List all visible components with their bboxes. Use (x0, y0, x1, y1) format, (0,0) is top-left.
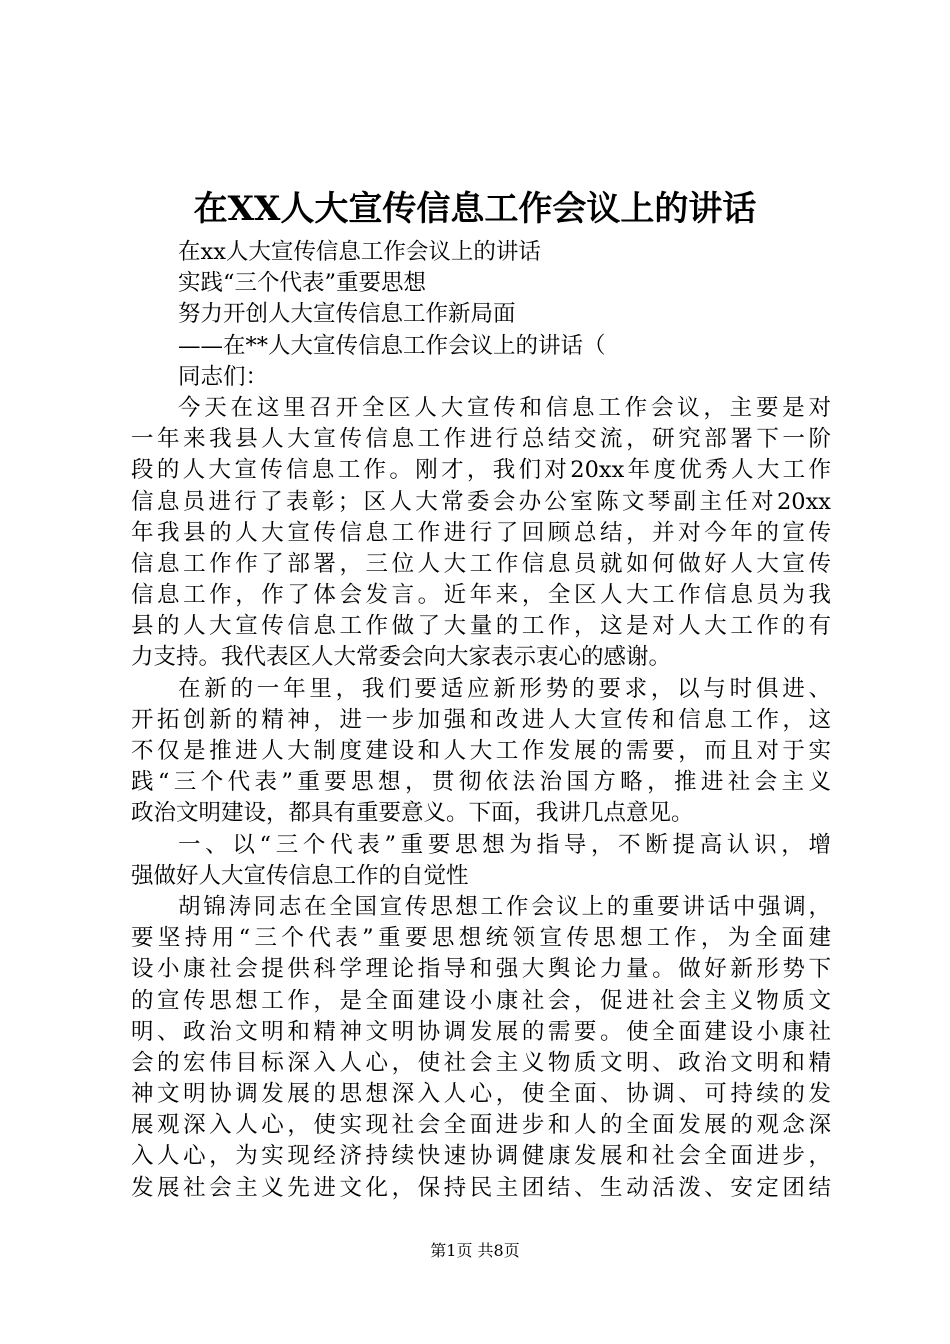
paragraph-line: 县的人大宣传信息工作做了大量的工作，这是对人大工作的有 (131, 613, 831, 640)
section-heading-line: 强做好人大宣传信息工作的自觉性 (131, 862, 469, 889)
paragraph-line: 信息工作，作了体会发言。近年来，全区人大工作信息员为我 (131, 582, 831, 609)
paragraph-line: 胡锦涛同志在全国宣传思想工作会议上的重要讲话中强调， (178, 893, 831, 920)
paragraph-line: 要坚持用“三个代表”重要思想统领宣传思想工作，为全面建 (131, 925, 831, 952)
document-title: 在XX人大宣传信息工作会议上的讲话 (193, 189, 757, 229)
paragraph-line: 的宣传思想工作，是全面建设小康社会，促进社会主义物质文 (131, 987, 831, 1014)
paragraph-line: 入人心，为实现经济持续快速协调健康发展和社会全面进步， (131, 1143, 831, 1170)
subtitle-line: 努力开创人大宣传信息工作新局面 (178, 301, 516, 328)
subtitle-line: ——在**人大宣传信息工作会议上的讲话（ (178, 332, 606, 359)
paragraph-line: 一年来我县人大宣传信息工作进行总结交流，研究部署下一阶 (131, 426, 831, 453)
paragraph-line: 发展社会主义先进文化，保持民主团结、生动活泼、安定团结 (131, 1174, 831, 1201)
paragraph-line: 政治文明建设，都具有重要意义。下面，我讲几点意见。 (131, 800, 694, 827)
section-heading-line: 一、以“三个代表”重要思想为指导，不断提高认识，增 (178, 831, 831, 858)
paragraph-line: 设小康社会提供科学理论指导和强大舆论力量。做好新形势下 (131, 956, 831, 983)
document-body (131, 237, 831, 1204)
paragraph-line: 开拓创新的精神，进一步加强和改进人大宣传和信息工作，这 (131, 706, 831, 733)
paragraph-line: 神文明协调发展的思想深入人心，使全面、协调、可持续的发 (131, 1081, 831, 1108)
paragraph-line: 信息工作作了部署，三位人大工作信息员就如何做好人大宣传 (131, 550, 831, 577)
paragraph-line: 力支持。我代表区人大常委会向大家表示衷心的感谢。 (131, 644, 672, 671)
paragraph-line: 会的宏伟目标深入人心，使社会主义物质文明、政治文明和精 (131, 1049, 831, 1076)
paragraph-line: 不仅是推进人大制度建设和人大工作发展的需要，而且对于实 (131, 738, 831, 764)
subtitle-line: 实践“三个代表”重要思想 (178, 270, 427, 297)
salutation-line: 同志们： (178, 363, 269, 390)
paragraph-line: 年我县的人大宣传信息工作进行了回顾总结，并对今年的宣传 (131, 519, 831, 546)
paragraph-line: 信息员进行了表彰；区人大常委会办公室陈文琴副主任对20xx (131, 488, 831, 515)
paragraph-line: 明、政治文明和精神文明协调发展的需要。使全面建设小康社 (131, 1018, 831, 1045)
paragraph-line: 段的人大宣传信息工作。刚才，我们对20xx年度优秀人大工作 (131, 457, 831, 484)
paragraph-line: 践“三个代表”重要思想，贯彻依法治国方略，推进社会主义 (131, 769, 831, 796)
page-number-footer: 第1页 共8页 (430, 1241, 520, 1260)
paragraph-line: 在新的一年里，我们要适应新形势的要求，以与时俱进、 (178, 675, 831, 702)
paragraph-line: 今天在这里召开全区人大宣传和信息工作会议，主要是对 (178, 394, 831, 421)
paragraph-line: 展观深入人心，使实现社会全面进步和人的全面发展的观念深 (131, 1112, 831, 1139)
subtitle-line: 在xx人大宣传信息工作会议上的讲话 (178, 239, 541, 265)
